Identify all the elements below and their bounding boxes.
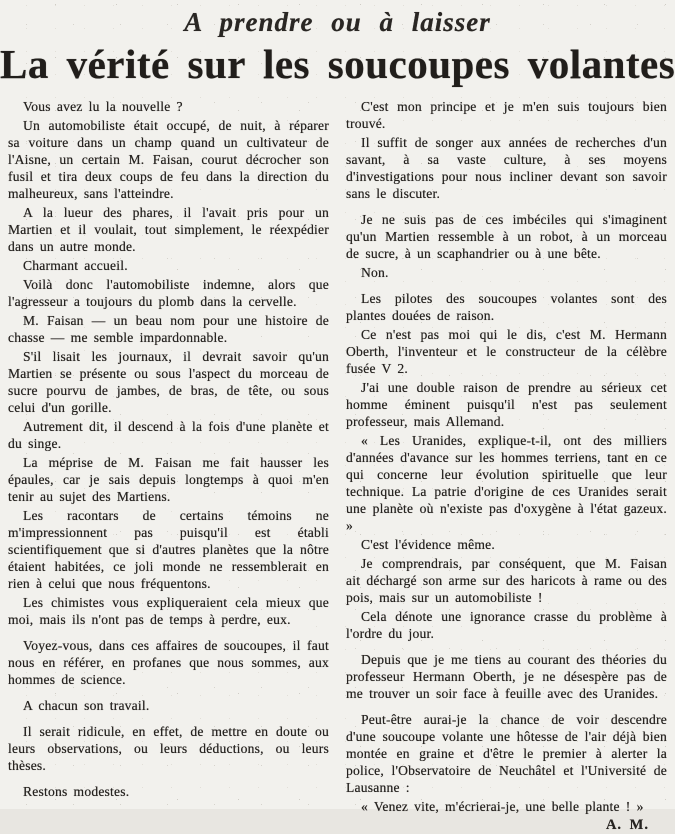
paragraph: Un automobiliste était occupé, de nuit, à réparer sa voiture dans un champ quand un cultivateur de l'Aisne, un certain M. Faisan, courut décrocher son fusil et tira deux coups de feu dans la direction du malheureux, sans l'atteindre. xyxy=(8,118,329,201)
paragraph: Vous avez lu la nouvelle ? xyxy=(23,99,183,114)
paragraph: « Venez vite, m'écrierai-je, une belle plante ! » xyxy=(361,799,644,814)
paragraph: « Les Uranides, explique-t-il, ont des milliers d'années d'avance sur les hommes terriens, tant en ce qui concerne leur évolution spirituelle que leur technique. La patrie d'origine de ces Uranides serait une planète où n'existe pas d'oxygène à l'état gazeux. » xyxy=(346,433,667,533)
paragraph: Je comprendrais, par conséquent, que M. Faisan ait déchargé son arme sur des haricots à rame ou des pois, mais sur un automobiliste ! xyxy=(346,556,667,605)
paragraph: Je ne suis pas de ces imbéciles qui s'imaginent qu'un Martien ressemble à un robot, à un morceau de sucre, à un scaphandrier ou à une bête. xyxy=(346,212,667,261)
article-title: La vérité sur les soucoupes volantes xyxy=(0,41,675,87)
paragraph: Voilà donc l'automobiliste indemne, alors que l'agresseur a toujours du plomb dans la cervelle. xyxy=(8,277,329,309)
article-masthead xyxy=(0,0,675,88)
paragraph: M. Faisan — un beau nom pour une histoire de chasse — me semble impardonnable. xyxy=(8,313,329,345)
paragraph: Il suffit de songer aux années de recherches d'un savant, à sa vaste culture, à ses moyens d'investigations pour nous incliner devant son savoir sans le discuter. xyxy=(346,135,667,201)
paragraph: Les chimistes vous expliqueraient cela mieux que moi, mais ils n'ont pas de temps à perdre, eux. xyxy=(8,595,329,627)
paragraph: S'il lisait les journaux, il devrait savoir qu'un Martien se présente ou sous l'aspect du morceau de sucre pourvu de jambes, de bras, de tête, ou sous celui d'un gorille. xyxy=(8,349,329,415)
paragraph: A chacun son travail. xyxy=(23,698,150,713)
author-signature: A. M. xyxy=(605,817,649,833)
paragraph: Non. xyxy=(361,265,389,280)
paragraph: Il serait ridicule, en effet, de mettre en doute ou leurs observations, ou leurs déductions, ou leurs thèses. xyxy=(8,724,329,773)
paragraph: Depuis que je me tiens au courant des théories du professeur Hermann Oberth, je ne désespère pas de me trouver un soir face à feuille avec des Uranides. xyxy=(346,652,667,701)
paragraph: La méprise de M. Faisan me fait hausser les épaules, car je sais depuis longtemps à quoi m'en tenir au sujet des Martiens. xyxy=(8,455,329,504)
right-column xyxy=(346,98,667,834)
paragraph: J'ai une double raison de prendre au sérieux cet homme éminent puisqu'il n'est pas seulement professeur, mais Allemand. xyxy=(346,380,667,429)
paragraph: Voyez-vous, dans ces affaires de soucoupes, il faut nous en référer, en profanes que nous sommes, aux hommes de science. xyxy=(8,638,329,687)
article-body xyxy=(0,88,675,834)
paragraph: Charmant accueil. xyxy=(23,258,128,273)
paragraph: C'est l'évidence même. xyxy=(361,537,495,552)
article-kicker: A prendre ou à laisser xyxy=(184,7,491,37)
paragraph: Cela dénote une ignorance crasse du problème à l'ordre du jour. xyxy=(346,609,667,641)
paragraph: Les pilotes des soucoupes volantes sont des plantes douées de raison. xyxy=(346,291,667,323)
paragraph: Les racontars de certains témoins ne m'impressionnent pas puisqu'il est établi scientifiquement que si d'autres planètes que la nôtre étaient habitées, ce joli monde ne ressemblerait en rien à celui que nous fréquentons. xyxy=(8,508,329,591)
paragraph: Restons modestes. xyxy=(23,784,130,799)
paragraph: A la lueur des phares, il l'avait pris pour un Martien et il voulait, tout simplement, le réexpédier dans un autre monde. xyxy=(8,205,329,254)
left-column xyxy=(8,98,329,834)
paragraph: Autrement dit, il descend à la fois d'une planète et du singe. xyxy=(8,419,329,451)
paragraph: Ce n'est pas moi qui le dis, c'est M. Hermann Oberth, l'inventeur et le constructeur de la célèbre fusée V 2. xyxy=(346,327,667,376)
paragraph: Peut-être aurai-je la chance de voir descendre d'une soucoupe volante une hôtesse de l'air déjà bien montée en graine et d'être le premier à alerter la police, l'Observatoire de Neuchâtel et l'Université de Lausanne : xyxy=(346,712,667,795)
paragraph: C'est mon principe et je m'en suis toujours bien trouvé. xyxy=(346,99,667,131)
